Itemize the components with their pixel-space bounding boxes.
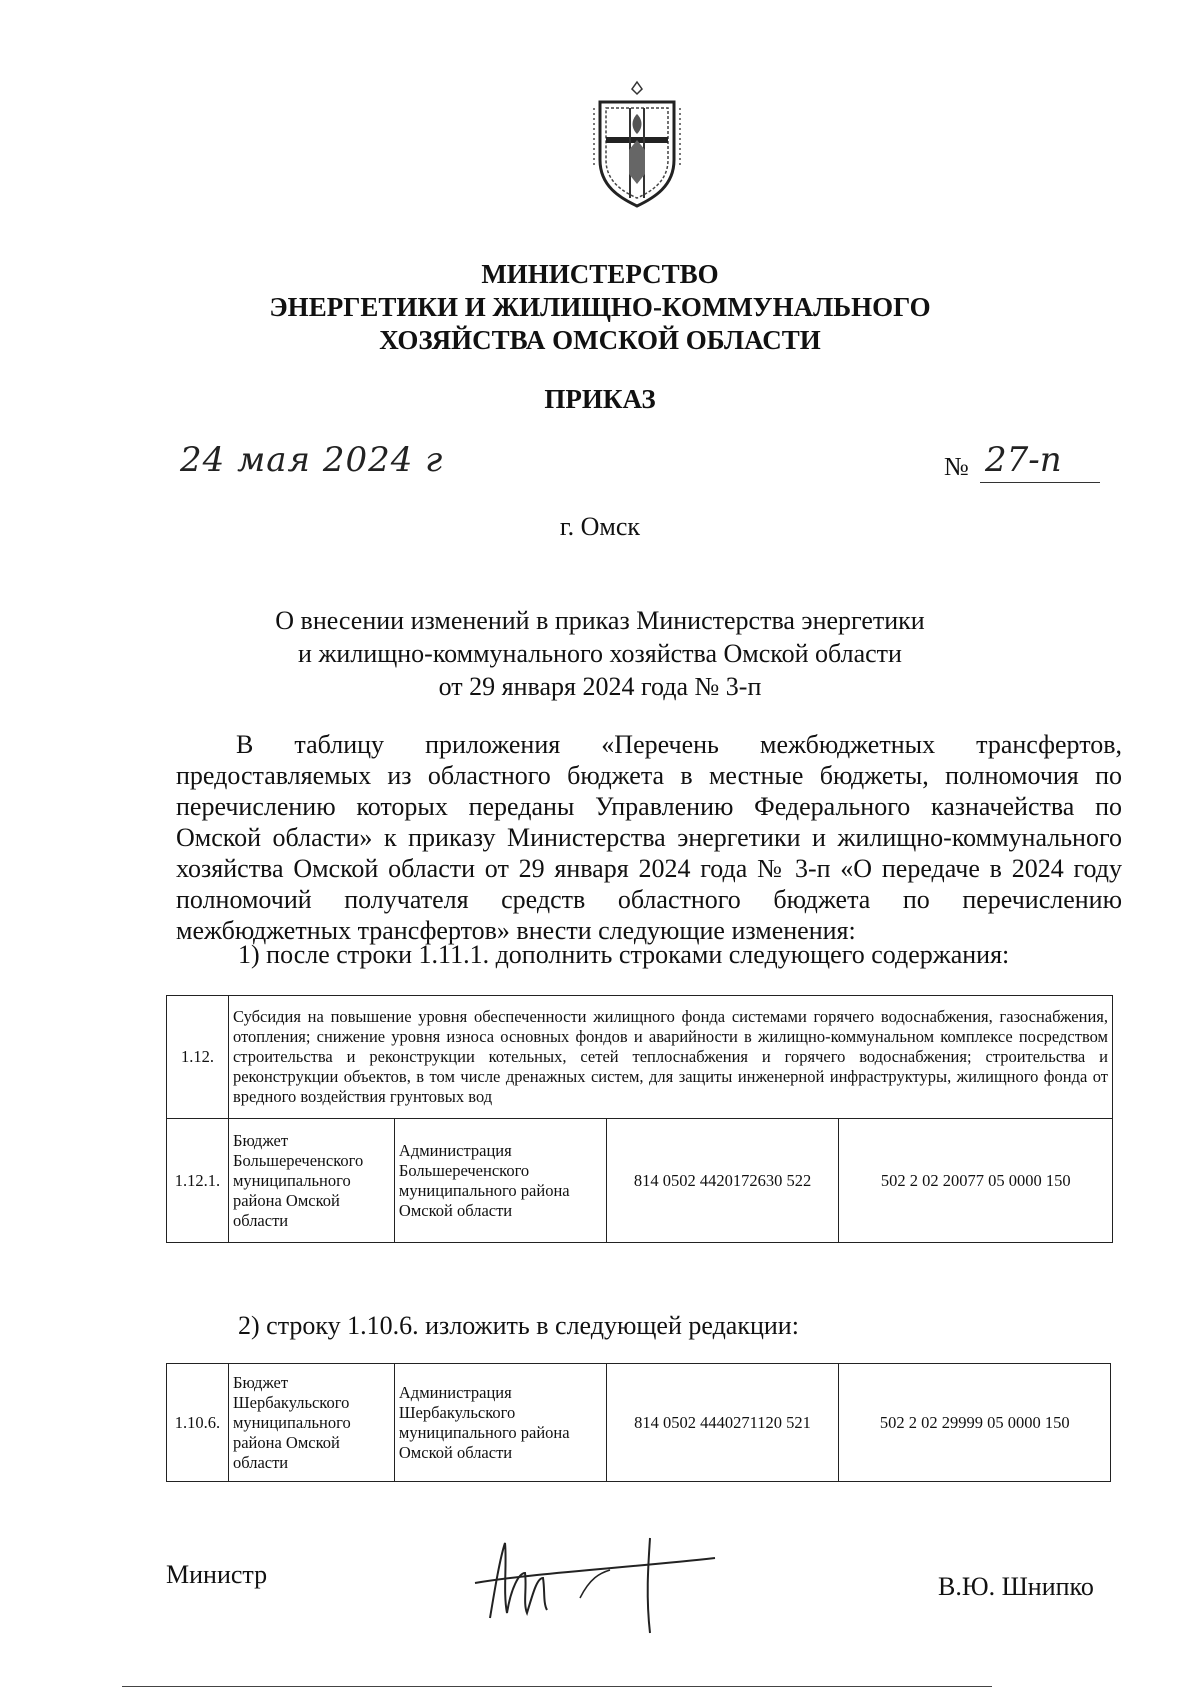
ministry-line: МИНИСТЕРСТВО [481, 259, 719, 289]
subject-line: О внесении изменений в приказ Министерства энергетики [275, 606, 925, 635]
ministry-line: ЭНЕРГЕТИКИ И ЖИЛИЩНО-КОММУНАЛЬНОГО [269, 292, 931, 322]
expense-code: 814 0502 4440271120 521 [606, 1364, 839, 1482]
table-row [167, 996, 1113, 1119]
page-bottom-rule [122, 1686, 992, 1687]
number-underline [980, 482, 1100, 483]
order-subject [240, 604, 960, 703]
handwritten-number: 27-п [985, 440, 1062, 480]
body-paragraph: В таблицу приложения «Перечень межбюджетных трансфертов, предоставляемых из областного бюджета в местные бюджеты, полномочия по перечислению которых переданы Управлению Федерального казначейства по Омской области» к приказу Министерства энергетики и жилищно-коммунального хозяйства Омской области от 29 января 2024 года № 3-п «О передаче в 2024 году полномочий получателя средств областного бюджета по перечислению межбюджетных трансфертов» внести следующие изменения: [176, 730, 1122, 945]
budget-cell: Бюджет Шербакульского муниципального района Омской области [228, 1364, 394, 1482]
row-number: 1.12.1. [167, 1119, 229, 1243]
subject-line: от 29 января 2024 года № 3-п [438, 672, 762, 701]
city: г. Омск [559, 512, 641, 541]
administrator-cell: Администрация Шербакульского муниципального района Омской области [394, 1364, 606, 1482]
budget-cell: Бюджет Большереченского муниципального района Омской области [228, 1119, 394, 1243]
change-item-2: 2) строку 1.10.6. изложить в следующей редакции: [238, 1311, 799, 1340]
handwritten-date: 24 мая 2024 г [180, 440, 444, 480]
document-type: ПРИКАЗ [544, 384, 656, 414]
subject-line: и жилищно-коммунального хозяйства Омской области [298, 639, 902, 668]
table-row [167, 1364, 1111, 1482]
revenue-code: 502 2 02 20077 05 0000 150 [839, 1119, 1113, 1243]
table-additions [166, 995, 1113, 1243]
signatory-name: В.Ю. Шнипко [938, 1572, 1094, 1601]
table-row [167, 1119, 1113, 1243]
number-label: № [944, 452, 969, 481]
change-item-1: 1) после строки 1.11.1. дополнить строками следующего содержания: [238, 940, 1010, 969]
row-number: 1.12. [167, 996, 229, 1119]
ministry-name [200, 258, 1000, 357]
signatory-position: Министр [166, 1560, 268, 1589]
table-revision [166, 1363, 1111, 1482]
coat-of-arms-icon [590, 78, 684, 210]
subsidy-description: Субсидия на повышение уровня обеспеченности жилищного фонда системами горячего водоснабжения, газоснабжения, отопления; снижение уровня износа основных фондов и аварийности в жилищно-коммунальном комплексе посредством строительства и реконструкции котельных, сетей теплоснабжения и горячего водоснабжения; строительства и реконструкции объектов, в том числе дренажных систем, для защиты инженерной инфраструктуры, жилищного фонда от вредного воздействия грунтовых вод [228, 996, 1112, 1119]
administrator-cell: Администрация Большереченского муниципального района Омской области [394, 1119, 606, 1243]
ministry-line: ХОЗЯЙСТВА ОМСКОЙ ОБЛАСТИ [379, 325, 821, 355]
row-number: 1.10.6. [167, 1364, 229, 1482]
expense-code: 814 0502 4420172630 522 [606, 1119, 839, 1243]
revenue-code: 502 2 02 29999 05 0000 150 [839, 1364, 1111, 1482]
handwritten-signature [470, 1528, 730, 1638]
